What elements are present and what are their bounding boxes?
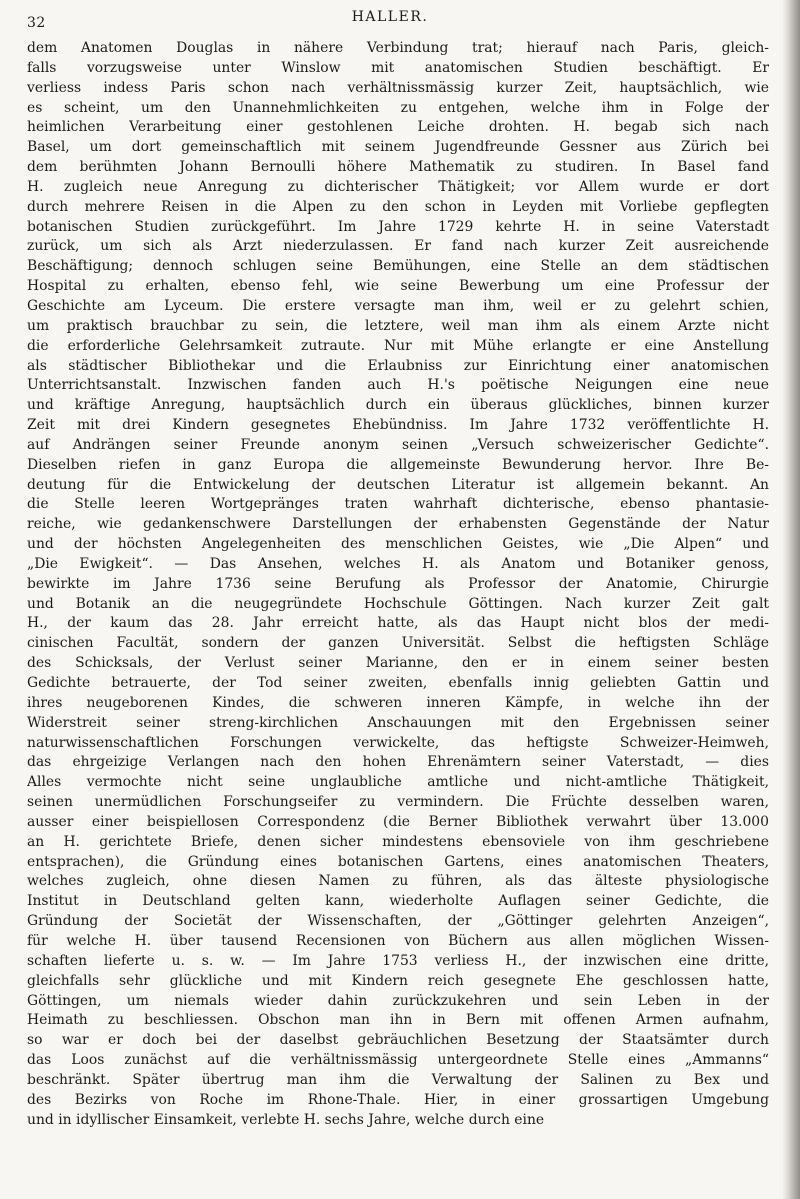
text-line: Göttingen, um niemals wieder dahin zurückzukehren und sein Leben in der (27, 992, 769, 1009)
text-line: Geschichte am Lyceum. Die erstere versagte man ihm, weil er zu gelehrt schien, (27, 297, 769, 314)
body-text (27, 39, 769, 1130)
text-line: für welche H. über tausend Recensionen von Büchern aus allen möglichen Wissen- (27, 932, 769, 949)
text-line: die erforderliche Gelehrsamkeit zutraute. Nur mit Mühe erlangte er eine Anstellung (27, 337, 769, 354)
text-line: Widerstreit seiner streng-kirchlichen Anschauungen mit den Ergebnissen seiner (27, 714, 769, 731)
text-line: durch mehrere Reisen in die Alpen zu den schon in Leyden mit Vorliebe gepflegten (27, 198, 769, 215)
text-line: ihres neugeborenen Kindes, die schweren inneren Kämpfe, in welche ihn der (27, 694, 769, 711)
text-line: die Stelle leeren Wortgepränges traten wahrhaft dichterische, ebenso phantasie- (27, 496, 769, 513)
text-line: des Bezirks von Roche im Rhone-Thale. Hier, in einer grossartigen Umgebung (27, 1091, 769, 1108)
text-line: welches zugleich, ohne diesen Namen zu führen, als das älteste physiologische (27, 873, 769, 890)
text-line: dem berühmten Johann Bernoulli höhere Mathematik zu studiren. In Basel fand (27, 159, 769, 176)
text-line: heimlichen Verarbeitung einer gestohlenen Leiche drohten. H. begab sich nach (27, 119, 769, 136)
text-line: verliess indess Paris schon nach verhältnissmässig kurzer Zeit, hauptsächlich, wie (27, 79, 769, 96)
text-line: H., der kaum das 28. Jahr erreicht hatte, als das Haupt nicht blos der medi- (27, 615, 769, 632)
text-line: deutung für die Entwickelung der deutschen Literatur ist allgemein bekannt. An (27, 476, 769, 493)
text-line: so war er doch bei der daselbst gebräuchlichen Besetzung der Staatsämter durch (27, 1032, 769, 1049)
text-line: naturwissenschaftlichen Forschungen verwickelte, das heftigste Schweizer-Heimweh, (27, 734, 769, 751)
text-line: reiche, wie gedankenschwere Darstellungen der erhabensten Gegenstände der Natur (27, 516, 769, 533)
text-line: H. zugleich neue Anregung zu dichterischer Thätigkeit; vor Allem wurde er dort (27, 178, 769, 195)
text-line: „Die Ewigkeit“. — Das Ansehen, welches H. als Anatom und Botaniker genoss, (27, 555, 769, 572)
text-line: zurück, um sich als Arzt niederzulassen. Er fand nach kurzer Zeit ausreichende (27, 238, 769, 255)
text-line: Gründung der Societät der Wissenschaften, der „Göttinger gelehrten Anzeigen“, (27, 913, 769, 930)
text-line: und der höchsten Angelegenheiten des menschlichen Geistes, wie „Die Alpen“ und (27, 536, 769, 553)
running-head-title: HALLER. (351, 9, 429, 25)
text-line: seinen unermüdlichen Forschungseifer zu vermindern. Die Früchte desselben waren, (27, 794, 769, 811)
text-line: des Schicksals, der Verlust seiner Marianne, den er in einem seiner besten (27, 655, 769, 672)
scan-page-edge (782, 0, 800, 1199)
text-line: Beschäftigung; dennoch schlugen seine Bemühungen, eine Stelle an dem städtischen (27, 258, 769, 275)
text-line: es scheint, um den Unannehmlichkeiten zu entgehen, welche ihm in Folge der (27, 99, 769, 116)
text-line: und Botanik an die neugegründete Hochschule Göttingen. Nach kurzer Zeit galt (27, 595, 769, 612)
text-line: Basel, um dort gemeinschaftlich mit seinem Jugendfreunde Gessner aus Zürich bei (27, 139, 769, 156)
text-line: Hospital zu erhalten, ebenso fehl, wie seine Bewerbung um eine Professur der (27, 278, 769, 295)
text-line: botanischen Studien zurückgeführt. Im Jahre 1729 kehrte H. in seine Vaterstadt (27, 218, 769, 235)
text-line: an H. gerichtete Briefe, denen sicher mindestens ebensoviele von ihm geschriebene (27, 833, 769, 850)
text-line: und kräftige Anregung, hauptsächlich durch ein überaus glückliches, binnen kurzer (27, 397, 769, 414)
text-line: schaften lieferte u. s. w. — Im Jahre 1753 verliess H., der inzwischen eine dritte, (27, 952, 769, 969)
text-line: falls vorzugsweise unter Winslow mit anatomischen Studien beschäftigt. Er (27, 59, 769, 76)
text-line: gleichfalls sehr glückliche und mit Kindern reich gesegnete Ehe geschlossen hatte, (27, 972, 769, 989)
text-line: cinischen Facultät, sondern der ganzen Universität. Selbst die heftigsten Schläge (27, 635, 769, 652)
text-line: Gedichte betrauerte, der Tod seiner zweiten, ebenfalls innig geliebten Gattin und (27, 675, 769, 691)
text-line: Zeit mit drei Kindern gesegnetes Ehebündniss. Im Jahre 1732 veröffentlichte H. (27, 417, 769, 434)
text-line: das Loos zunächst auf die verhältnissmässig untergeordnete Stelle eines „Ammanns“ (27, 1052, 769, 1069)
text-line: als städtischer Bibliothekar und die Erlaubniss zur Einrichtung einer anatomischen (27, 357, 769, 374)
text-line: ausser einer beispiellosen Correspondenz (die Berner Bibliothek verwahrt über 13.000 (27, 813, 769, 830)
text-line: dem Anatomen Douglas in nähere Verbindung trat; hierauf nach Paris, gleich- (27, 40, 769, 56)
text-line: und in idyllischer Einsamkeit, verlebte H. sechs Jahre, welche durch eine (27, 1111, 545, 1128)
text-line: Institut in Deutschland gelten kann, wiederholte Auflagen seiner Gedichte, die (27, 893, 769, 910)
text-line: entsprachen), die Gründung eines botanischen Gartens, eines anatomischen Theaters, (27, 853, 769, 870)
text-line: das ehrgeizige Verlangen nach den hohen Ehrenämtern seiner Vaterstadt, — dies (27, 754, 769, 771)
text-line: um praktisch brauchbar zu sein, die letztere, weil man ihm als einem Arzte nicht (27, 317, 769, 334)
page-number: 32 (27, 15, 46, 31)
text-line: bewirkte im Jahre 1736 seine Berufung als Professor der Anatomie, Chirurgie (27, 575, 769, 592)
text-line: Heimath zu beschliessen. Obschon man ihn in Bern mit offenen Armen aufnahm, (27, 1012, 769, 1029)
text-line: Unterrichtsanstalt. Inzwischen fanden auch H.'s poëtische Neigungen eine neue (27, 377, 769, 394)
text-line: auf Andrängen seiner Freunde anonym seinen „Versuch schweizerischer Gedichte“. (27, 436, 769, 453)
text-line: Dieselben riefen in ganz Europa die allgemeinste Bewunderung hervor. Ihre Be- (27, 456, 769, 473)
text-line: beschränkt. Später übertrug man ihm die Verwaltung der Salinen zu Bex und (27, 1071, 769, 1088)
text-line: Alles vermochte nicht seine unglaubliche amtliche und nicht-amtliche Thätigkeit, (27, 774, 769, 791)
